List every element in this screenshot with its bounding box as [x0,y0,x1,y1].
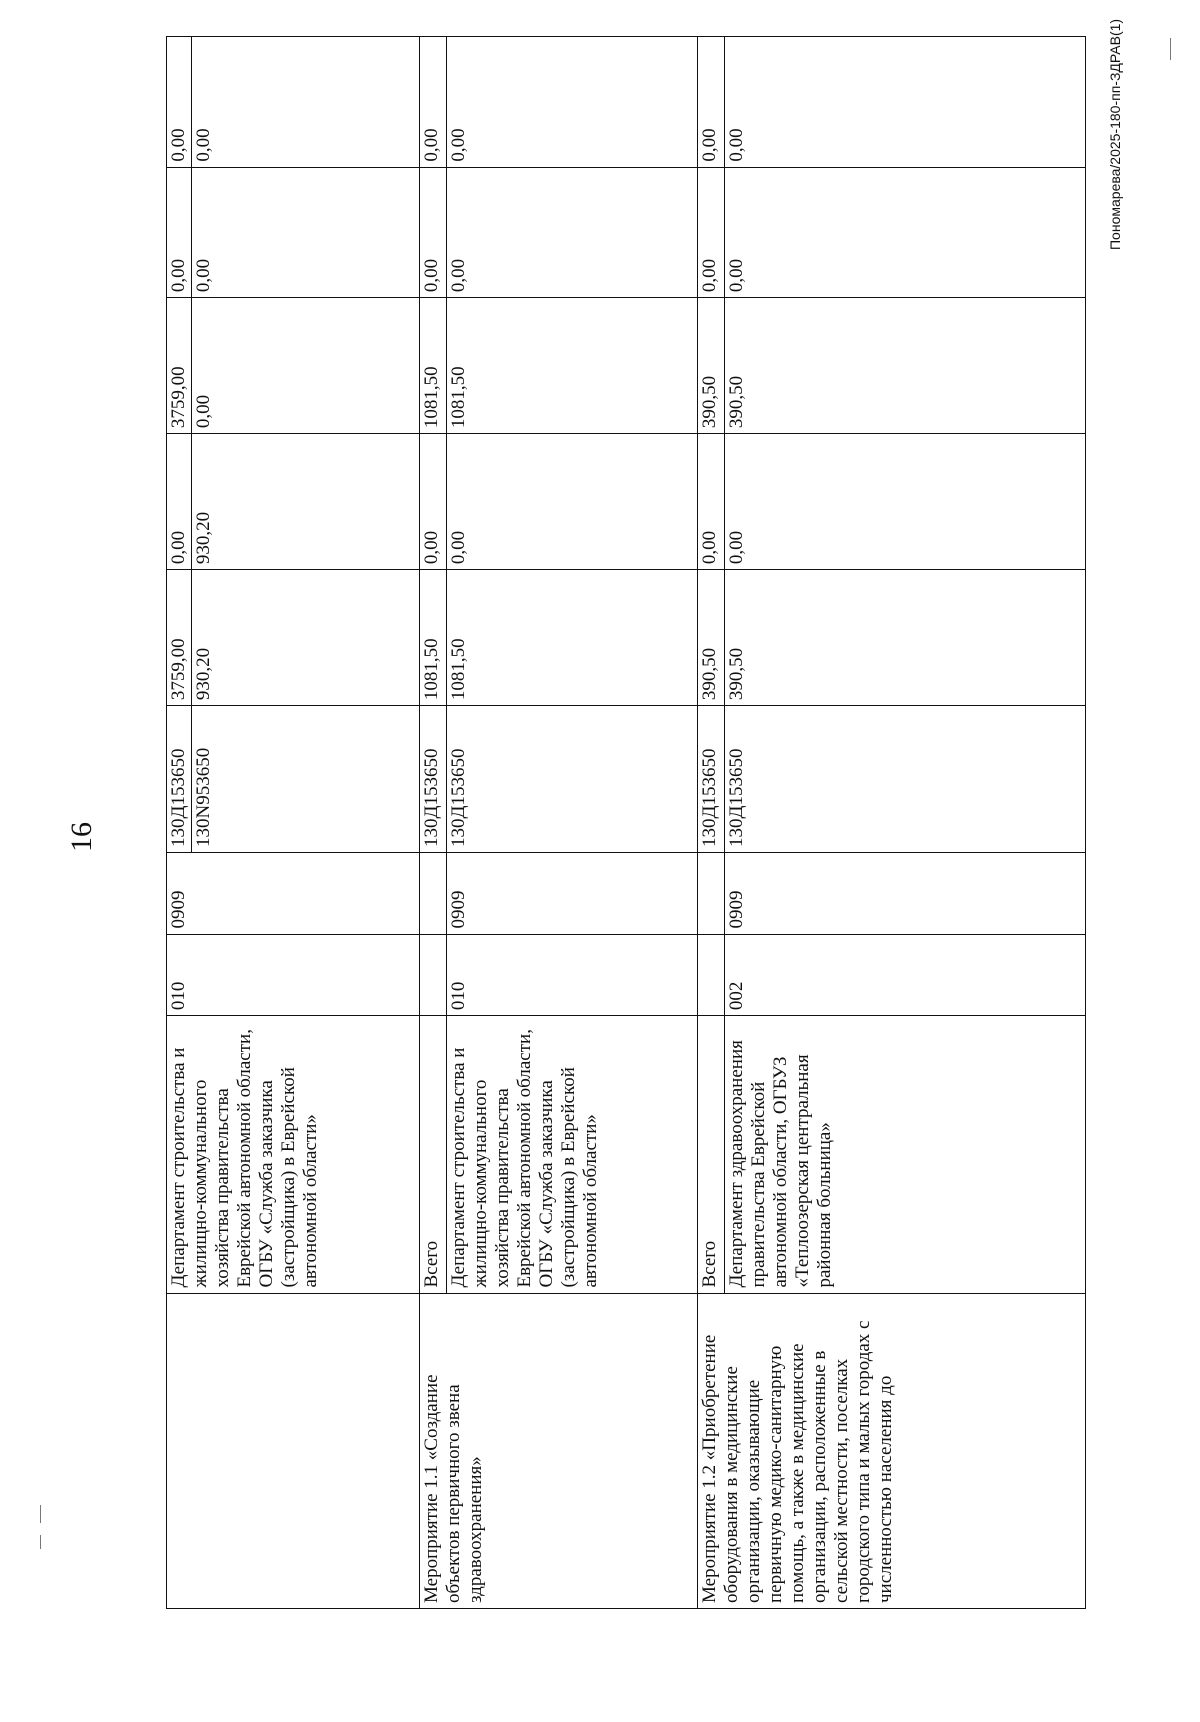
executor-cell: Департамент строительства и жилищно-коммунального хозяйства правительства Еврейской автономной области, ОГБУ «Служба заказчика (застройщика) в Еврейской автономной области» [447,1016,698,1293]
year2-cell: 0,00 [192,298,420,434]
total-cell: 1081,50 [447,570,698,706]
year2-cell: 1081,50 [420,298,447,434]
csr-cell: 130Д153650 [698,706,725,853]
scan-mark [40,1535,41,1549]
total-cell: 3759,00 [167,570,192,706]
year3-cell: 0,00 [420,167,447,298]
scan-mark [1170,38,1171,60]
grbs-cell [420,934,447,1016]
csr-cell: 130N953650 [192,706,420,853]
rzpr-cell: 0909 [447,852,698,934]
csr-cell: 130Д153650 [167,706,192,853]
table-frame [166,36,1086,1609]
year4-cell: 0,00 [420,37,447,168]
executor-cell: Департамент здравоохранения правительства Еврейской автономной области, ОГБУЗ «Теплоозерская центральная районная больница» [725,1016,1086,1293]
year3-cell: 0,00 [167,167,192,298]
csr-cell: 130Д153650 [725,706,1086,853]
page-number: 16 [65,822,98,852]
csr-cell: 130Д153650 [447,706,698,853]
grbs-cell: 002 [725,934,1086,1016]
total-cell: 390,50 [698,570,725,706]
year1-cell: 0,00 [698,434,725,570]
total-label-cell: Всего [698,1016,725,1293]
rzpr-cell [698,852,725,934]
grbs-cell [698,934,725,1016]
year2-cell: 3759,00 [167,298,192,434]
year1-cell: 0,00 [447,434,698,570]
year1-cell: 0,00 [420,434,447,570]
document-reference-text: Пономарева/2025-180-пп-ЗДРАВ(1) [1107,18,1123,250]
table-row [167,37,192,1609]
csr-cell: 130Д153650 [420,706,447,853]
year2-cell: 1081,50 [447,298,698,434]
total-cell: 1081,50 [420,570,447,706]
total-cell: 390,50 [725,570,1086,706]
year4-cell: 0,00 [725,37,1086,168]
document-reference [1107,18,1147,270]
executor-cell: Департамент строительства и жилищно-коммунального хозяйства правительства Еврейской автономной области, ОГБУ «Служба заказчика (застройщика) в Еврейской автономной области» [167,1016,420,1293]
table-row [420,37,447,1609]
budget-table [166,36,1086,1609]
year3-cell: 0,00 [698,167,725,298]
year1-cell: 930,20 [192,434,420,570]
rzpr-cell: 0909 [725,852,1086,934]
year1-cell: 0,00 [725,434,1086,570]
year3-cell: 0,00 [447,167,698,298]
table-row [698,37,725,1609]
year2-cell: 390,50 [725,298,1086,434]
year3-cell: 0,00 [192,167,420,298]
scan-mark [40,1505,41,1523]
measure-cell: Мероприятие 1.1 «Создание объектов первичного звена здравоохранения» [420,1293,698,1608]
grbs-cell: 010 [447,934,698,1016]
total-cell: 930,20 [192,570,420,706]
rzpr-cell [420,852,447,934]
measure-cell [167,1293,420,1608]
rzpr-cell: 0909 [167,852,420,934]
measure-cell: Мероприятие 1.2 «Приобретение оборудования в медицинские организации, оказывающие первичную медико-санитарную помощь, а также в медицинские организации, расположенные в сельской местности, поселках городского типа и малых городах с численностью населения до [698,1293,1086,1608]
year4-cell: 0,00 [192,37,420,168]
year4-cell: 0,00 [447,37,698,168]
grbs-cell: 010 [167,934,420,1016]
year2-cell: 390,50 [698,298,725,434]
year4-cell: 0,00 [167,37,192,168]
year3-cell: 0,00 [725,167,1086,298]
total-label-cell: Всего [420,1016,447,1293]
year4-cell: 0,00 [698,37,725,168]
year1-cell: 0,00 [167,434,192,570]
